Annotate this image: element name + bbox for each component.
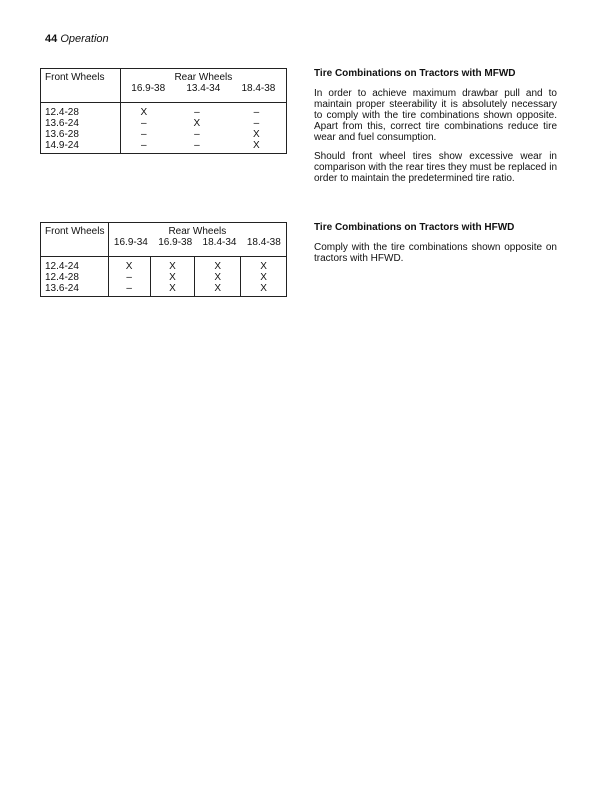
value-column bbox=[227, 103, 287, 154]
section-heading: Tire Combinations on Tractors with MFWD bbox=[314, 68, 516, 79]
combo-mark: – bbox=[141, 129, 147, 140]
combo-mark: – bbox=[126, 272, 132, 283]
section-heading: Tire Combinations on Tractors with HFWD bbox=[314, 222, 515, 233]
front-wheels-header: Front Wheels bbox=[41, 223, 109, 257]
combo-mark: X bbox=[169, 283, 176, 294]
rear-size: 18.4-34 bbox=[202, 237, 237, 248]
value-column bbox=[241, 257, 287, 297]
tire-table-mfwd bbox=[40, 68, 287, 154]
section-hfwd bbox=[314, 222, 557, 272]
value-column bbox=[120, 103, 167, 154]
combo-mark: – bbox=[194, 129, 200, 140]
combo-mark: X bbox=[253, 140, 260, 151]
combo-mark: X bbox=[214, 272, 222, 283]
rear-wheels-title: Rear Wheels bbox=[174, 72, 233, 83]
front-wheels-header: Front Wheels bbox=[41, 69, 121, 103]
front-size: 12.4-28 bbox=[45, 272, 79, 283]
front-size: 14.9-24 bbox=[45, 140, 79, 151]
section-mfwd bbox=[314, 68, 557, 192]
combo-mark: X bbox=[169, 261, 176, 272]
front-size: 12.4-24 bbox=[45, 261, 79, 272]
value-column bbox=[195, 257, 241, 297]
combo-mark: X bbox=[193, 118, 201, 129]
combo-mark: X bbox=[260, 283, 267, 294]
page-header bbox=[45, 33, 109, 45]
front-sizes bbox=[41, 257, 109, 297]
combo-mark: X bbox=[253, 129, 260, 140]
front-size: 12.4-28 bbox=[45, 107, 79, 118]
combo-mark: – bbox=[253, 107, 260, 118]
front-size: 13.6-24 bbox=[45, 283, 79, 294]
combo-mark: X bbox=[169, 272, 176, 283]
rear-wheels-header bbox=[120, 69, 286, 103]
combo-mark: X bbox=[260, 261, 267, 272]
value-column bbox=[167, 103, 227, 154]
rear-size: 16.9-38 bbox=[131, 83, 166, 94]
rear-wheels-header bbox=[108, 223, 286, 257]
combo-mark: – bbox=[141, 118, 147, 129]
value-column bbox=[108, 257, 150, 297]
combo-mark: X bbox=[125, 261, 133, 272]
combo-mark: X bbox=[214, 283, 222, 294]
rear-size: 18.4-38 bbox=[246, 237, 281, 248]
rear-size: 18.4-38 bbox=[241, 83, 276, 94]
rear-size: 16.9-38 bbox=[158, 237, 193, 248]
section-paragraph: Comply with the tire combinations shown opposite on tractors with HFWD. bbox=[314, 242, 557, 264]
value-column bbox=[150, 257, 195, 297]
rear-sizes bbox=[121, 83, 286, 94]
combo-mark: X bbox=[260, 272, 267, 283]
front-sizes bbox=[41, 103, 121, 154]
combo-mark: – bbox=[253, 118, 260, 129]
combo-mark: X bbox=[140, 107, 148, 118]
combo-mark: – bbox=[194, 107, 200, 118]
front-size: 13.6-28 bbox=[45, 129, 79, 140]
section-paragraph: Should front wheel tires show excessive wear in comparison with the rear tires they must be replaced in order to maintain the predetermined tire ratio. bbox=[314, 151, 557, 184]
front-size: 13.6-24 bbox=[45, 118, 79, 129]
tire-table-hfwd bbox=[40, 222, 287, 297]
rear-size: 16.9-34 bbox=[113, 237, 148, 248]
combo-mark: X bbox=[214, 261, 222, 272]
page-number: 44 bbox=[45, 33, 58, 45]
combo-mark: – bbox=[141, 140, 147, 151]
combo-mark: – bbox=[194, 140, 200, 151]
rear-wheels-title: Rear Wheels bbox=[168, 226, 227, 237]
rear-size: 13.4-34 bbox=[186, 83, 221, 94]
section-title: Operation bbox=[60, 33, 109, 45]
rear-sizes bbox=[109, 237, 286, 248]
combo-mark: – bbox=[126, 283, 132, 294]
section-paragraph: In order to achieve maximum drawbar pull and to maintain proper steerability it is absolutely necessary to comply with the tire combinations shown opposite. Apart from this, correct tire combinations reduce tire wear and fuel consumption. bbox=[314, 88, 557, 143]
